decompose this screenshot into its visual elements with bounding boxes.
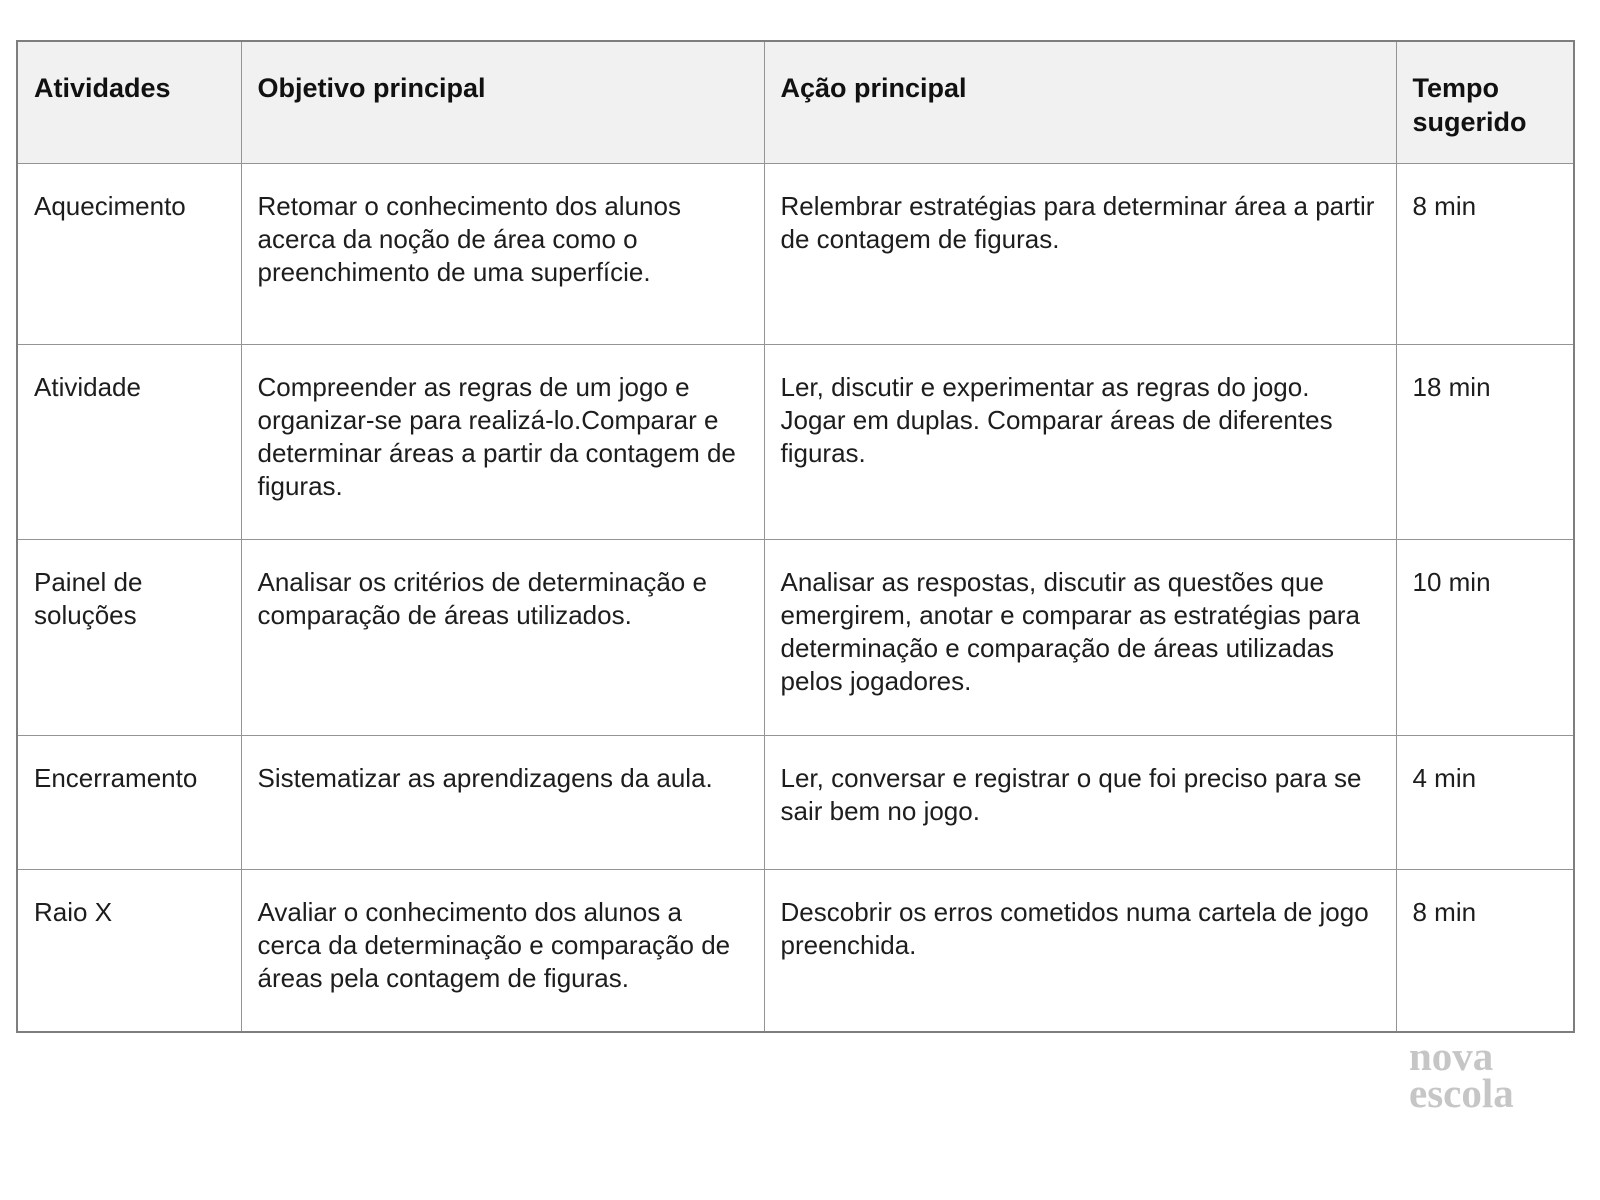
header-acao-principal: Ação principal (764, 41, 1396, 163)
time-cell: 8 min (1396, 869, 1574, 1032)
lesson-plan-table (16, 40, 1575, 1033)
header-tempo-sugerido: Tempo sugerido (1396, 41, 1574, 163)
objective-cell: Sistematizar as aprendizagens da aula. (241, 735, 764, 869)
time-cell: 4 min (1396, 735, 1574, 869)
objective-cell: Retomar o conhecimento dos alunos acerca da noção de área como o preenchimento de uma superfície. (241, 163, 764, 344)
objective-cell: Compreender as regras de um jogo e organizar-se para realizá-lo.Comparar e determinar áreas a partir da contagem de figuras. (241, 344, 764, 539)
header-objetivo-principal: Objetivo principal (241, 41, 764, 163)
action-cell: Ler, conversar e registrar o que foi preciso para se sair bem no jogo. (764, 735, 1396, 869)
table-row (17, 344, 1574, 539)
table-row (17, 539, 1574, 735)
time-cell: 8 min (1396, 163, 1574, 344)
table-row (17, 869, 1574, 1032)
logo-line-escola: escola (1409, 1070, 1514, 1116)
logo-line-nova: nova (1409, 1033, 1494, 1079)
nova-escola-logo (1409, 1033, 1514, 1116)
time-cell: 18 min (1396, 344, 1574, 539)
activity-name-cell: Raio X (17, 869, 241, 1032)
action-cell: Relembrar estratégias para determinar área a partir de contagem de figuras. (764, 163, 1396, 344)
table-row (17, 163, 1574, 344)
action-cell: Analisar as respostas, discutir as questões que emergirem, anotar e comparar as estratégias para determinação e comparação de áreas utilizadas pelos jogadores. (764, 539, 1396, 735)
action-cell: Descobrir os erros cometidos numa cartela de jogo preenchida. (764, 869, 1396, 1032)
objective-cell: Analisar os critérios de determinação e comparação de áreas utilizados. (241, 539, 764, 735)
table-row (17, 735, 1574, 869)
activity-name-cell: Painel de soluções (17, 539, 241, 735)
time-cell: 10 min (1396, 539, 1574, 735)
activity-name-cell: Atividade (17, 344, 241, 539)
activity-name-cell: Aquecimento (17, 163, 241, 344)
activity-name-cell: Encerramento (17, 735, 241, 869)
objective-cell: Avaliar o conhecimento dos alunos a cerca da determinação e comparação de áreas pela contagem de figuras. (241, 869, 764, 1032)
table-header-row (17, 41, 1574, 163)
header-atividades: Atividades (17, 41, 241, 163)
action-cell: Ler, discutir e experimentar as regras do jogo. Jogar em duplas. Comparar áreas de diferentes figuras. (764, 344, 1396, 539)
